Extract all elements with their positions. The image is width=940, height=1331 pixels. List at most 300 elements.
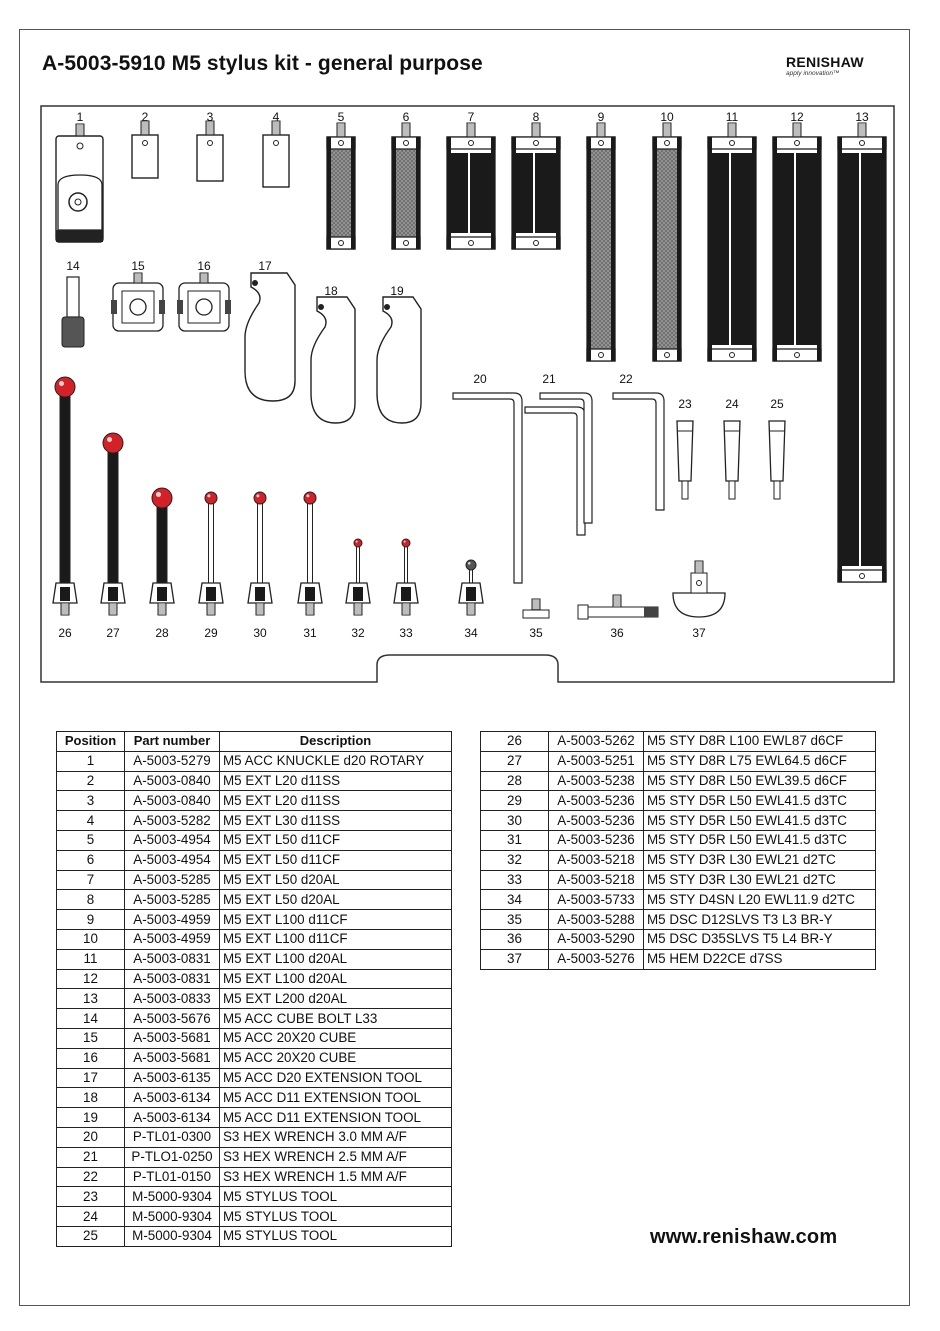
stylus-collar-mark (466, 587, 476, 601)
brand-name: RENISHAW (786, 54, 864, 70)
cell-part-number: M-5000-9304 (125, 1207, 220, 1227)
item-label-9: 9 (597, 110, 605, 124)
stylus-ball (254, 492, 266, 504)
cell-position: 33 (481, 870, 549, 890)
thread-stud (134, 273, 142, 283)
cell-description: M5 EXT L30 d11SS (220, 811, 452, 831)
table-row (481, 850, 876, 870)
extension-stripe (712, 153, 752, 345)
table-row (481, 870, 876, 890)
item-label-27: 27 (106, 626, 120, 640)
item-label-22: 22 (619, 372, 633, 386)
item-label-16: 16 (197, 259, 211, 273)
cell-part-number: A-5003-5236 (549, 811, 644, 831)
cell-position: 36 (481, 929, 549, 949)
cell-description: M5 STY D8R L100 EWL87 d6CF (644, 732, 876, 752)
extension-hole (469, 141, 474, 146)
table-row (57, 989, 452, 1009)
extension-hole (730, 353, 735, 358)
item-label-3: 3 (206, 110, 214, 124)
tool-tip (682, 481, 688, 499)
item-32-stylus (346, 539, 370, 615)
cap-edge (447, 137, 451, 249)
knuckle-base (56, 230, 103, 242)
item-28-stylus (150, 488, 174, 615)
tool-pin (252, 280, 258, 286)
wrench-outline (525, 407, 585, 535)
cell-part-number: A-5003-5676 (125, 1009, 220, 1029)
cell-position: 6 (57, 850, 125, 870)
table-header-row (57, 732, 452, 752)
item-37-hemisphere-stylus (673, 561, 725, 617)
cell-position: 8 (57, 890, 125, 910)
table-row (481, 929, 876, 949)
table-row (481, 771, 876, 791)
cell-position: 1 (57, 751, 125, 771)
item-3-extension (197, 121, 223, 181)
item-6-extension (392, 123, 420, 249)
item-label-33: 33 (399, 626, 413, 640)
table-row (57, 1048, 452, 1068)
cell-position: 24 (57, 1207, 125, 1227)
header-part-number: Part number (125, 732, 220, 752)
cap-edge (392, 137, 396, 249)
cell-description: M5 STYLUS TOOL (220, 1226, 452, 1246)
cell-description: M5 EXT L20 d11SS (220, 771, 452, 791)
extension-hole (860, 141, 865, 146)
stylus-stem (60, 387, 70, 583)
item-5-extension (327, 123, 355, 249)
website-url: www.renishaw.com (650, 1226, 838, 1248)
table-row (57, 910, 452, 930)
cell-description: M5 ACC D11 EXTENSION TOOL (220, 1088, 452, 1108)
extension-hole (730, 141, 735, 146)
disc-edge (578, 605, 588, 619)
cell-description: M5 EXT L50 d11CF (220, 850, 452, 870)
cell-part-number: A-5003-4954 (125, 850, 220, 870)
stylus-stem (405, 543, 408, 583)
table-row (57, 1028, 452, 1048)
cap-edge (556, 137, 560, 249)
cap-edge (611, 137, 615, 361)
cell-position: 9 (57, 910, 125, 930)
stylus-stem (357, 543, 360, 583)
stylus-collar-mark (60, 587, 70, 601)
item-35-disc-stylus (523, 599, 549, 618)
table-row (57, 870, 452, 890)
item-11-extension (708, 123, 756, 361)
ball-highlight (207, 494, 210, 497)
tool-pin (384, 304, 390, 310)
cell-part-number: A-5003-0833 (125, 989, 220, 1009)
table-row (57, 1108, 452, 1128)
cell-part-number: A-5003-5681 (125, 1028, 220, 1048)
cell-description: M5 ACC D20 EXTENSION TOOL (220, 1068, 452, 1088)
item-31-stylus (298, 492, 322, 615)
cell-part-number: A-5003-5251 (549, 751, 644, 771)
cell-part-number: M-5000-9304 (125, 1187, 220, 1207)
item-9-extension (587, 123, 615, 361)
extension-stripe (451, 153, 491, 233)
cell-description: M5 STYLUS TOOL (220, 1207, 452, 1227)
cell-part-number: A-5003-4959 (125, 910, 220, 930)
cell-description: M5 EXT L200 d20AL (220, 989, 452, 1009)
extension-hole (860, 574, 865, 579)
item-label-12: 12 (790, 110, 804, 124)
cap-edge (512, 137, 516, 249)
cell-position: 28 (481, 771, 549, 791)
cell-position: 14 (57, 1009, 125, 1029)
extension-hole (339, 141, 344, 146)
tool-outline (311, 297, 355, 423)
cap-edge (838, 137, 842, 582)
cell-position: 30 (481, 811, 549, 831)
cell-part-number: A-5003-5218 (549, 850, 644, 870)
cell-description: M5 ACC CUBE BOLT L33 (220, 1009, 452, 1029)
hex-wrench (613, 393, 664, 510)
table-row (57, 1167, 452, 1187)
item-label-32: 32 (351, 626, 365, 640)
extension-body (392, 137, 420, 249)
stylus-stem (157, 498, 167, 583)
parts-table-left (56, 731, 452, 1247)
item-34-stylus (459, 560, 483, 615)
cell-description: M5 ACC KNUCKLE d20 ROTARY (220, 751, 452, 771)
extension-stripe (842, 153, 882, 566)
item-label-37: 37 (692, 626, 706, 640)
cell-position: 19 (57, 1108, 125, 1128)
renishaw-logo (786, 54, 896, 77)
cell-part-number: A-5003-5288 (549, 910, 644, 930)
stylus-ball (205, 492, 217, 504)
ball-highlight (306, 494, 309, 497)
cell-description: M5 DSC D12SLVS T3 L3 BR-Y (644, 910, 876, 930)
tool-grip (677, 421, 693, 481)
item-label-26: 26 (58, 626, 72, 640)
cell-position: 29 (481, 791, 549, 811)
stylus-collar-mark (401, 587, 411, 601)
hex-wrench (525, 407, 585, 535)
cell-position: 5 (57, 830, 125, 850)
cell-description: M5 STY D3R L30 EWL21 d2TC (644, 850, 876, 870)
cap-edge (587, 137, 591, 361)
cell-position: 25 (57, 1226, 125, 1246)
cell-part-number: A-5003-5733 (549, 890, 644, 910)
cap-edge (491, 137, 495, 249)
table-row (481, 732, 876, 752)
item-4-extension (263, 121, 289, 187)
cube-hole (130, 299, 146, 315)
cell-part-number: A-5003-0840 (125, 791, 220, 811)
cell-part-number: A-5003-4959 (125, 929, 220, 949)
item-23-stylus-tool (677, 421, 693, 499)
wrench-outline (613, 393, 664, 510)
cap-edge (708, 137, 712, 361)
item-10-extension (653, 123, 681, 361)
extension-body (587, 137, 615, 361)
cell-part-number: A-5003-5262 (549, 732, 644, 752)
brand-tagline: apply innovation™ (786, 70, 840, 77)
cell-description: S3 HEX WRENCH 1.5 MM A/F (220, 1167, 452, 1187)
cube-side (111, 300, 117, 314)
cell-part-number: A-5003-0831 (125, 969, 220, 989)
item-label-8: 8 (532, 110, 540, 124)
cell-position: 17 (57, 1068, 125, 1088)
hex-wrench (453, 393, 522, 583)
item-7-extension (447, 123, 495, 249)
table-row (57, 791, 452, 811)
cell-part-number: A-5003-6134 (125, 1088, 220, 1108)
item-label-6: 6 (402, 110, 410, 124)
stylus-ball (402, 539, 410, 547)
cell-position: 16 (57, 1048, 125, 1068)
cell-position: 11 (57, 949, 125, 969)
item-label-23: 23 (678, 397, 692, 411)
knuckle-pivot-center (75, 199, 81, 205)
table-row (481, 949, 876, 969)
tool-grip (724, 421, 740, 481)
extension-stripe (516, 153, 556, 233)
cell-part-number: A-5003-4954 (125, 830, 220, 850)
cell-position: 34 (481, 890, 549, 910)
table-row (481, 751, 876, 771)
cell-part-number: A-5003-5238 (549, 771, 644, 791)
stylus-stem (308, 498, 313, 583)
item-label-36: 36 (610, 626, 624, 640)
cell-description: M5 STYLUS TOOL (220, 1187, 452, 1207)
cell-description: M5 ACC D11 EXTENSION TOOL (220, 1108, 452, 1128)
cell-position: 13 (57, 989, 125, 1009)
table-row (57, 949, 452, 969)
cell-description: M5 STY D8R L75 EWL64.5 d6CF (644, 751, 876, 771)
stylus-collar-mark (255, 587, 265, 601)
item-36-disc-stylus (578, 595, 658, 619)
table-row (57, 771, 452, 791)
cell-description: S3 HEX WRENCH 3.0 MM A/F (220, 1127, 452, 1147)
extension-hole (599, 141, 604, 146)
table-row (57, 830, 452, 850)
item-33-stylus (394, 539, 418, 615)
cell-position: 37 (481, 949, 549, 969)
extension-stripe (777, 153, 817, 345)
cube-side (159, 300, 165, 314)
table-row (57, 811, 452, 831)
extension-hole (795, 141, 800, 146)
page-title: A-5003-5910 M5 stylus kit - general purpose (42, 52, 483, 75)
kit-layout-diagram (40, 105, 895, 683)
stem-hole (697, 581, 702, 586)
stylus-ball (152, 488, 172, 508)
item-18-extension-tool (311, 297, 355, 423)
parts-table-right (480, 731, 876, 970)
item-label-14: 14 (66, 259, 80, 273)
item-label-30: 30 (253, 626, 267, 640)
cell-description: M5 STY D5R L50 EWL41.5 d3TC (644, 830, 876, 850)
cube-hole (196, 299, 212, 315)
extension-hole (665, 141, 670, 146)
cell-part-number: A-5003-6135 (125, 1068, 220, 1088)
cell-description: M5 STY D5R L50 EWL41.5 d3TC (644, 791, 876, 811)
item-label-13: 13 (855, 110, 869, 124)
tool-grip (769, 421, 785, 481)
cell-part-number: P-TL01-0150 (125, 1167, 220, 1187)
item-16-cube (177, 273, 231, 331)
cube-side (225, 300, 231, 314)
ball-highlight (404, 541, 406, 543)
table-row (57, 1226, 452, 1246)
cap-edge (882, 137, 886, 582)
stylus-collar-mark (108, 587, 118, 601)
extension-hole (795, 353, 800, 358)
extension-body (327, 137, 355, 249)
hemisphere (673, 593, 725, 617)
cell-part-number: M-5000-9304 (125, 1226, 220, 1246)
table-row (57, 1187, 452, 1207)
header-position: Position (57, 732, 125, 752)
table-row (481, 890, 876, 910)
ball-highlight (107, 437, 112, 442)
stylus-stem (108, 443, 118, 583)
item-27-stylus (101, 433, 125, 615)
cell-description: M5 EXT L100 d20AL (220, 969, 452, 989)
cell-description: S3 HEX WRENCH 2.5 MM A/F (220, 1147, 452, 1167)
cell-position: 15 (57, 1028, 125, 1048)
cell-description: M5 DSC D35SLVS T5 L4 BR-Y (644, 929, 876, 949)
ball-highlight (59, 381, 64, 386)
cell-description: M5 EXT L50 d20AL (220, 890, 452, 910)
cell-description: M5 ACC 20X20 CUBE (220, 1028, 452, 1048)
item-label-29: 29 (204, 626, 218, 640)
cell-part-number: A-5003-5681 (125, 1048, 220, 1068)
extension-body (132, 135, 158, 178)
stylus-ball (103, 433, 123, 453)
stylus-ball (304, 492, 316, 504)
ball-highlight (356, 541, 358, 543)
table-row (57, 1088, 452, 1108)
tool-outline (245, 273, 295, 401)
item-13-extension (838, 123, 886, 582)
cell-part-number: A-5003-5285 (125, 890, 220, 910)
item-label-10: 10 (660, 110, 674, 124)
table-row (481, 791, 876, 811)
extension-hole (404, 141, 409, 146)
cell-position: 2 (57, 771, 125, 791)
tool-pin (318, 304, 324, 310)
cell-position: 12 (57, 969, 125, 989)
item-label-25: 25 (770, 397, 784, 411)
item-2-extension (132, 121, 158, 178)
cell-description: M5 EXT L50 d11CF (220, 830, 452, 850)
ball-highlight (256, 494, 259, 497)
cell-position: 22 (57, 1167, 125, 1187)
thread-stud (200, 273, 208, 283)
cell-position: 26 (481, 732, 549, 752)
item-label-2: 2 (141, 110, 149, 124)
table-row (57, 1127, 452, 1147)
item-label-11: 11 (725, 110, 739, 124)
cell-part-number: P-TLO1-0250 (125, 1147, 220, 1167)
item-label-17: 17 (258, 259, 272, 273)
tool-outline (377, 297, 421, 423)
item-17-extension-tool (245, 273, 295, 401)
cell-description: M5 ACC 20X20 CUBE (220, 1048, 452, 1068)
stylus-collar-mark (157, 587, 167, 601)
item-24-stylus-tool (724, 421, 740, 499)
cell-position: 31 (481, 830, 549, 850)
cell-position: 23 (57, 1187, 125, 1207)
wrench-outline (453, 393, 522, 583)
cell-part-number: A-5003-5290 (549, 929, 644, 949)
cell-description: M5 EXT L100 d11CF (220, 910, 452, 930)
item-label-35: 35 (529, 626, 543, 640)
item-label-34: 34 (464, 626, 478, 640)
extension-hole (534, 141, 539, 146)
table-row (481, 910, 876, 930)
cell-part-number: A-5003-6134 (125, 1108, 220, 1128)
cell-part-number: A-5003-0840 (125, 771, 220, 791)
cell-description: M5 HEM D22CE d7SS (644, 949, 876, 969)
cell-description: M5 EXT L100 d20AL (220, 949, 452, 969)
extension-body (197, 135, 223, 181)
item-12-extension (773, 123, 821, 361)
stylus-collar-mark (353, 587, 363, 601)
item-1-knuckle (56, 124, 103, 242)
extension-hole (665, 353, 670, 358)
cell-part-number: A-5003-5218 (549, 870, 644, 890)
extension-hole (339, 241, 344, 246)
table-row (57, 1068, 452, 1088)
extension-hole (469, 241, 474, 246)
extension-hole (534, 241, 539, 246)
cell-part-number: A-5003-5279 (125, 751, 220, 771)
cell-description: M5 STY D8R L50 EWL39.5 d6CF (644, 771, 876, 791)
item-label-4: 4 (272, 110, 280, 124)
cell-part-number: A-5003-5236 (549, 791, 644, 811)
item-8-extension (512, 123, 560, 249)
cell-part-number: A-5003-5276 (549, 949, 644, 969)
cell-position: 21 (57, 1147, 125, 1167)
tool-tip (774, 481, 780, 499)
cell-part-number: A-5003-5282 (125, 811, 220, 831)
table-row (481, 830, 876, 850)
item-label-5: 5 (337, 110, 345, 124)
item-label-28: 28 (155, 626, 169, 640)
cell-position: 3 (57, 791, 125, 811)
item-26-stylus (53, 377, 77, 615)
item-25-stylus-tool (769, 421, 785, 499)
stylus-ball (55, 377, 75, 397)
item-label-31: 31 (303, 626, 317, 640)
cap-edge (752, 137, 756, 361)
item-label-18: 18 (324, 284, 338, 298)
item-label-21: 21 (542, 372, 556, 386)
item-14-cube-bolt (62, 277, 84, 347)
cell-description: M5 STY D3R L30 EWL21 d2TC (644, 870, 876, 890)
cell-part-number: A-5003-5236 (549, 830, 644, 850)
cell-position: 27 (481, 751, 549, 771)
stylus-stem (209, 498, 214, 583)
cell-description: M5 EXT L50 d20AL (220, 870, 452, 890)
cap-edge (773, 137, 777, 361)
item-30-stylus (248, 492, 272, 615)
cap-edge (327, 137, 331, 249)
cell-position: 20 (57, 1127, 125, 1147)
cap-edge (416, 137, 420, 249)
stylus-ball (466, 560, 476, 570)
ball-highlight (156, 492, 161, 497)
cell-position: 4 (57, 811, 125, 831)
bolt-shank (67, 277, 79, 317)
